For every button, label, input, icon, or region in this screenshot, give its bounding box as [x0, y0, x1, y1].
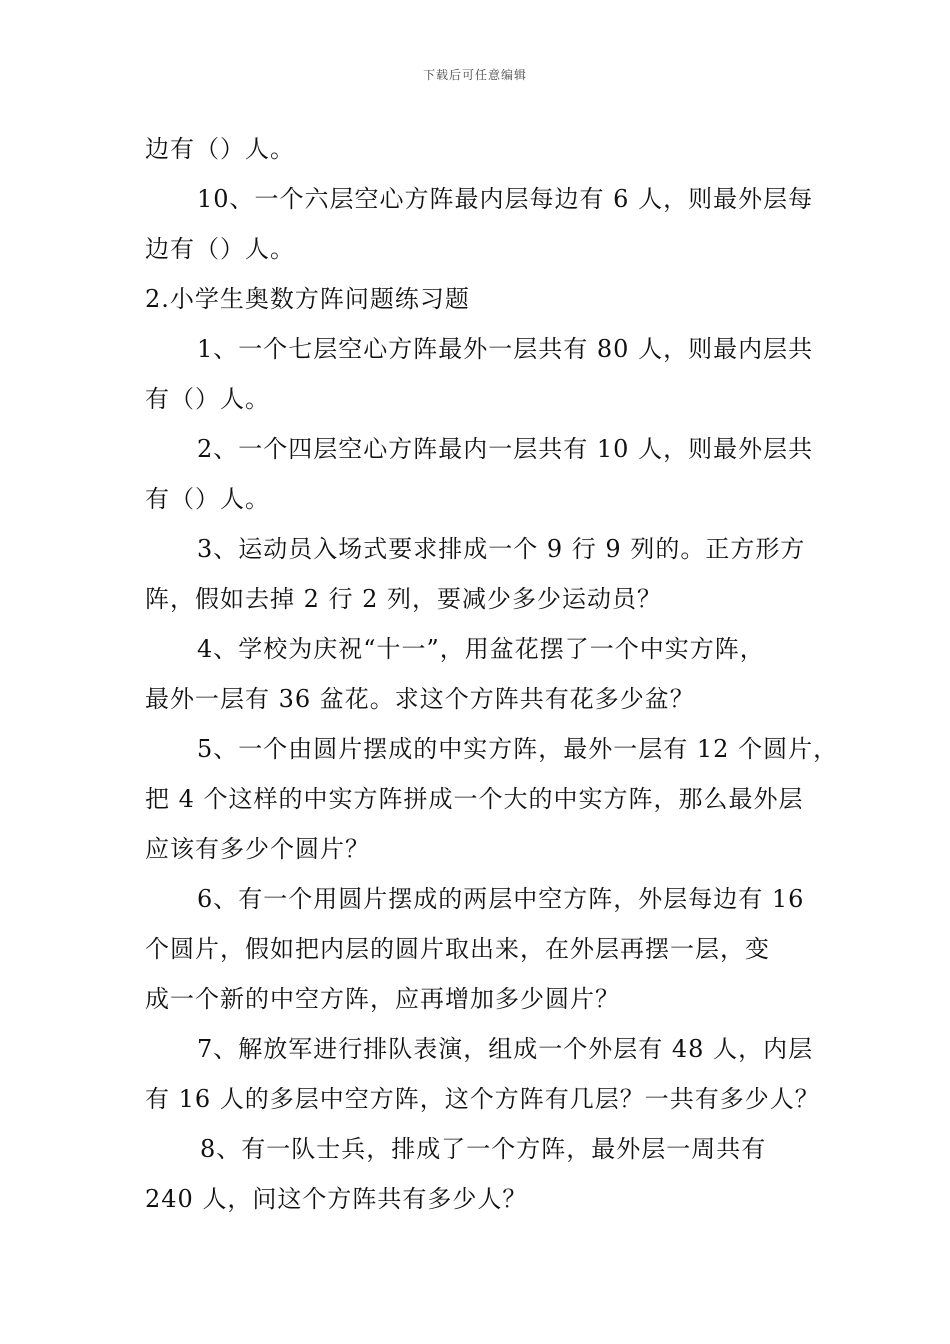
- question-5-line-1: 5、一个由圆片摆成的中实方阵，最外一层有 12 个圆片，: [197, 735, 839, 763]
- question-3-line-1: 3、运动员入场式要求排成一个 9 行 9 列的。正方形方: [197, 535, 806, 563]
- question-7-line-1: 7、解放军进行排队表演，组成一个外层有 48 人，内层: [197, 1035, 814, 1063]
- question-5-line-2: 把 4 个这样的中实方阵拼成一个大的中实方阵，那么最外层: [145, 785, 804, 813]
- question-10-line-1: 10、一个六层空心方阵最内层每边有 6 人，则最外层每: [197, 185, 814, 213]
- question-8-line-2: 240 人，问这个方阵共有多少人？: [145, 1185, 528, 1213]
- question-1-line-1: 1、一个七层空心方阵最外一层共有 80 人，则最内层共: [197, 335, 814, 363]
- question-7-line-2: 有 16 人的多层中空方阵，这个方阵有几层？一共有多少人？: [145, 1085, 820, 1113]
- question-3-line-2: 阵，假如去掉 2 行 2 列，要减少多少运动员？: [145, 585, 663, 613]
- question-8-line-1: 8、有一队士兵，排成了一个方阵，最外层一周共有: [200, 1135, 767, 1163]
- question-4-line-1: 4、学校为庆祝“十一”，用盆花摆了一个中实方阵，: [197, 635, 765, 663]
- question-2-line-1: 2、一个四层空心方阵最内一层共有 10 人，则最外层共: [197, 435, 814, 463]
- question-1-line-2: 有（）人。: [145, 385, 270, 413]
- question-2-line-2: 有（）人。: [145, 485, 270, 513]
- question-5-line-3: 应该有多少个圆片？: [145, 835, 370, 863]
- question-10-line-2: 边有（）人。: [145, 235, 295, 263]
- text-line: 边有（）人。: [145, 135, 295, 163]
- document-body: [145, 124, 839, 1224]
- question-6-line-1: 6、有一个用圆片摆成的两层中空方阵，外层每边有 16: [197, 885, 805, 913]
- question-4-line-2: 最外一层有 36 盆花。求这个方阵共有花多少盆？: [145, 685, 695, 713]
- section-heading: 2.小学生奥数方阵问题练习题: [145, 285, 470, 313]
- question-6-line-3: 成一个新的中空方阵，应再增加多少圆片？: [145, 985, 620, 1013]
- page-header: 下载后可任意编辑: [422, 68, 527, 82]
- question-6-line-2: 个圆片，假如把内层的圆片取出来，在外层再摆一层，变: [145, 935, 770, 963]
